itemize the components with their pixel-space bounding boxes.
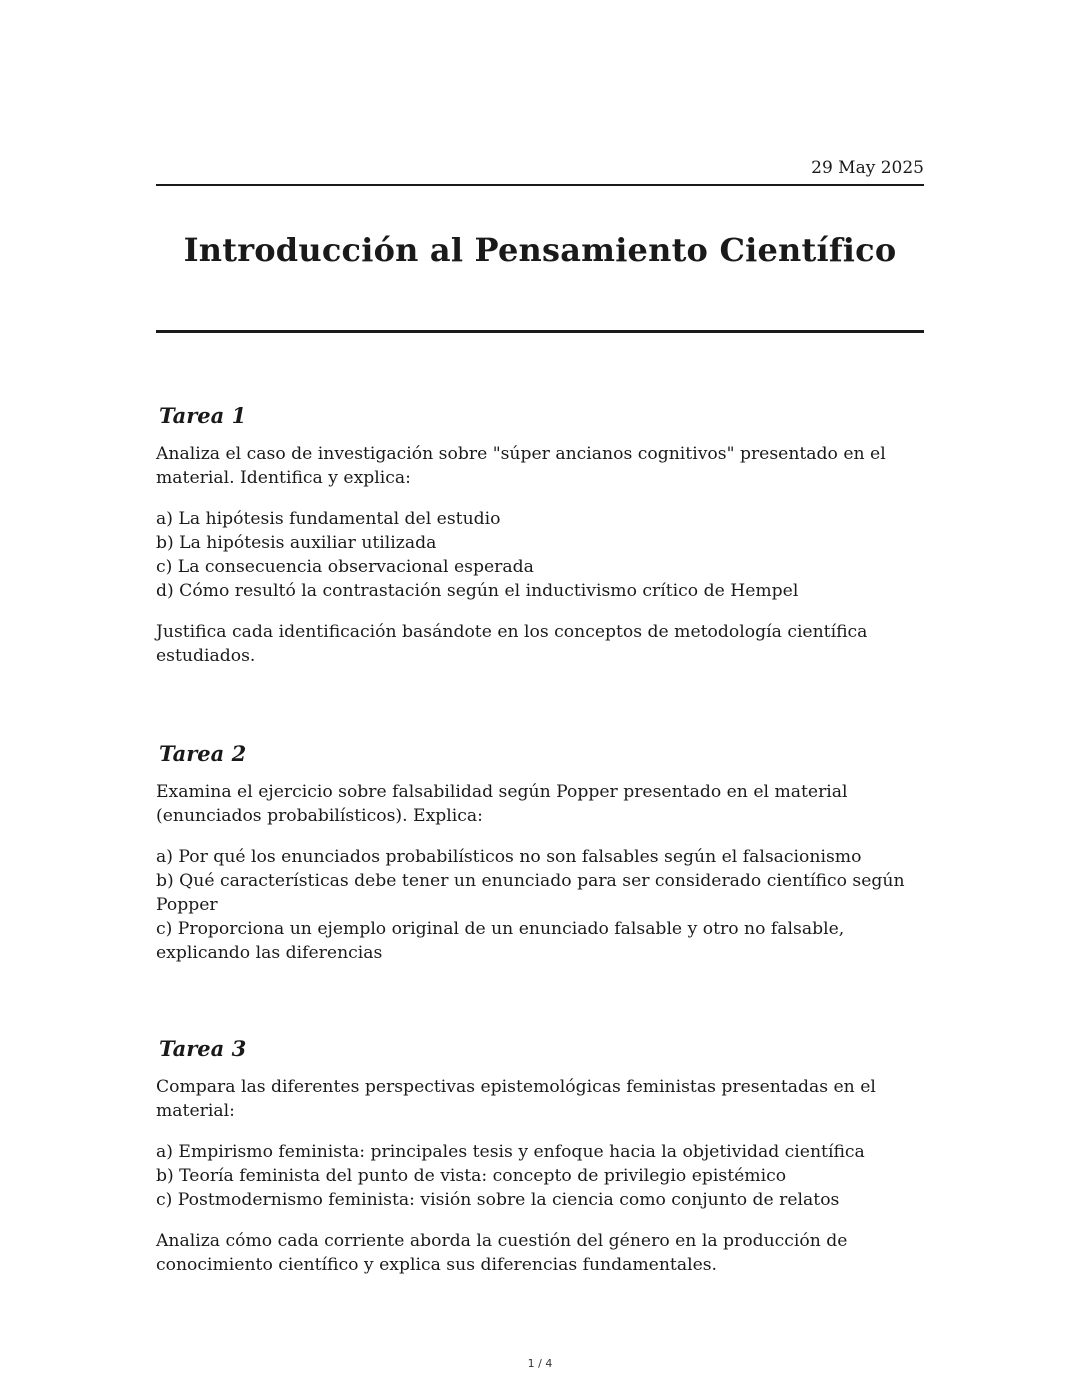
task-1-list [156,507,924,603]
task-1-intro: Analiza el caso de investigación sobre "súper ancianos cognitivos" presentado en el material. Identifica y explica: [156,444,886,488]
list-item: b) La hipótesis auxiliar utilizada [156,533,437,553]
list-item: c) Proporciona un ejemplo original de un enunciado falsable y otro no falsable, explicando las diferencias [156,919,845,963]
list-item: b) Qué características debe tener un enunciado para ser considerado científico según Popper [156,871,905,915]
list-item: c) Postmodernismo feminista: visión sobre la ciencia como conjunto de relatos [156,1190,840,1210]
page-indicator: 1 / 4 [527,1357,553,1370]
list-item: a) La hipótesis fundamental del estudio [156,509,501,529]
task-2-heading: Tarea 2 [159,741,247,766]
task-3-intro: Compara las diferentes perspectivas epistemológicas feministas presentadas en el material: [156,1077,876,1121]
task-1-section [156,402,924,668]
task-3-section [156,1035,924,1277]
document-date: 29 May 2025 [811,158,924,178]
header-rule-top [156,184,924,186]
task-2-intro: Examina el ejercicio sobre falsabilidad según Popper presentado en el material (enunciados probabilísticos). Explica: [156,782,848,826]
list-item: a) Empirismo feminista: principales tesis y enfoque hacia la objetividad científica [156,1142,865,1162]
task-3-list [156,1140,924,1212]
task-2-list [156,845,924,965]
list-item: c) La consecuencia observacional esperada [156,557,534,577]
list-item: a) Por qué los enunciados probabilísticos no son falsables según el falsacionismo [156,847,862,867]
task-3-heading: Tarea 3 [159,1036,247,1061]
task-1-closing: Justifica cada identificación basándote en los conceptos de metodología científica estudiados. [156,622,868,666]
task-2-section [156,740,924,982]
task-3-closing: Analiza cómo cada corriente aborda la cuestión del género en la producción de conocimiento científico y explica sus diferencias fundamentales. [156,1231,848,1275]
list-item: b) Teoría feminista del punto de vista: concepto de privilegio epistémico [156,1166,787,1186]
header-rule-bottom [156,330,924,333]
document-title: Introducción al Pensamiento Científico [183,231,897,269]
document-page [156,0,924,1397]
list-item: d) Cómo resultó la contrastación según el inductivismo crítico de Hempel [156,581,799,601]
task-1-heading: Tarea 1 [159,403,247,428]
